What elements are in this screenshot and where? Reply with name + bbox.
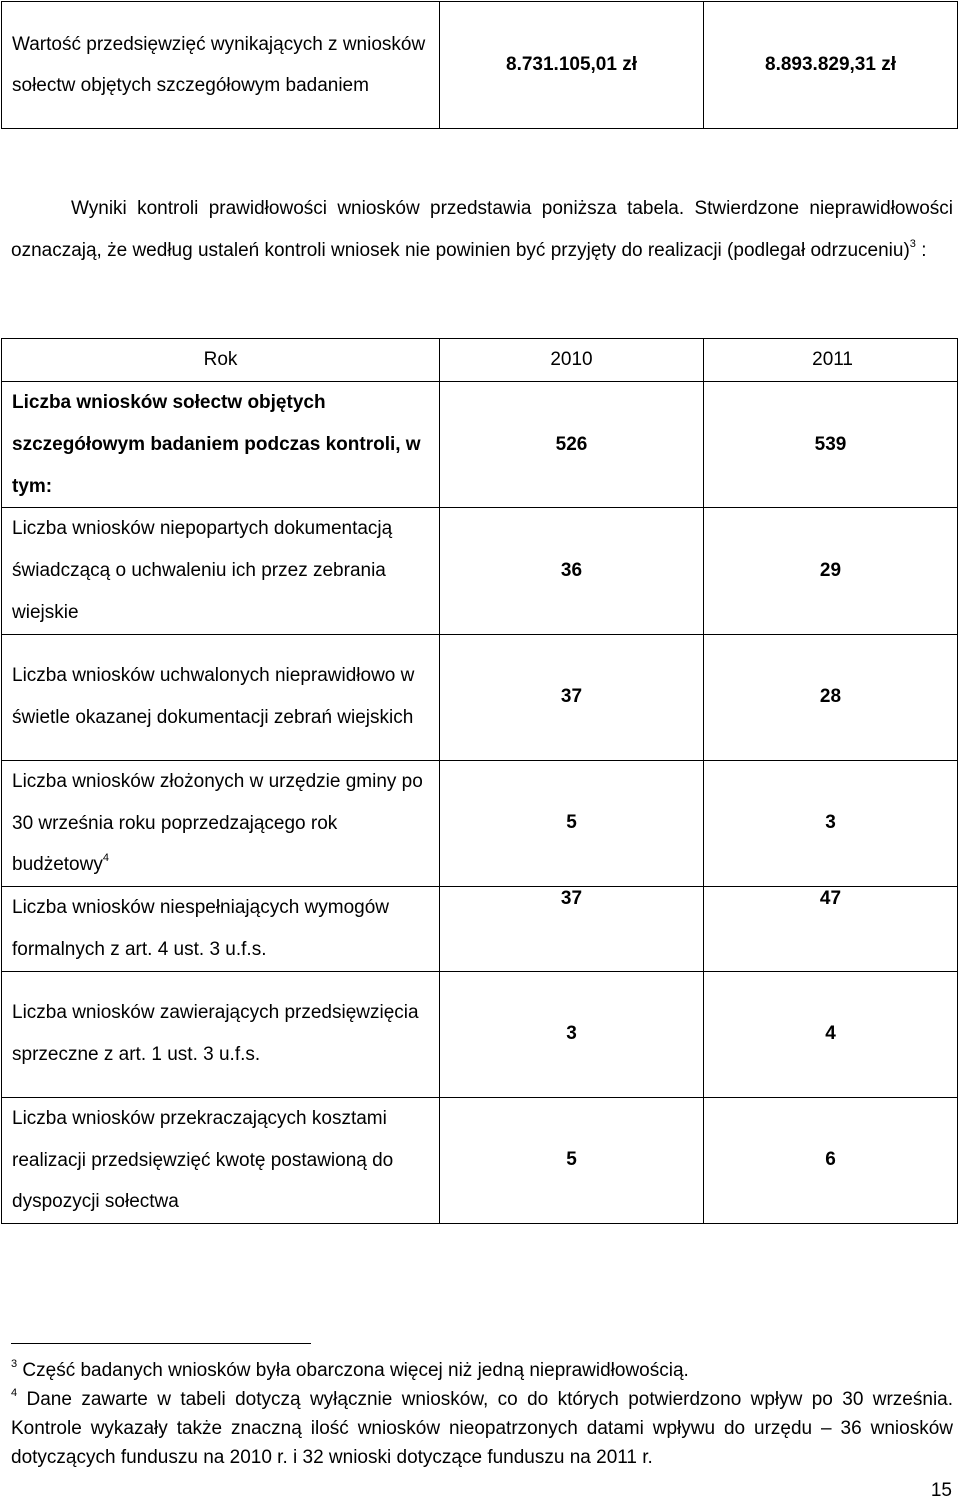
header-rok: Rok: [2, 339, 440, 382]
footnotes: [11, 1356, 953, 1472]
row-label: Liczba wniosków uchwalonych nieprawidłowo w świetle okazanej dokumentacji zebrań wiejskich: [2, 634, 440, 760]
row-value-2010: 5: [440, 760, 704, 886]
footnote: [11, 1356, 953, 1385]
table-row: [2, 508, 958, 634]
footnote-text: Część badanych wniosków była obarczona więcej niż jedną nieprawidłowością.: [22, 1360, 689, 1381]
footnote-separator: [11, 1343, 311, 1344]
table-row: [2, 634, 958, 760]
header-2011: 2011: [704, 339, 958, 382]
table-header-row: [2, 339, 958, 382]
summary-label: Wartość przedsięwzięć wynikających z wniosków sołectw objętych szczegółowym badaniem: [2, 2, 440, 129]
row-value-2011: 4: [704, 971, 958, 1097]
footnote: [11, 1385, 953, 1472]
table-row: [2, 971, 958, 1097]
row-value-2011: 28: [704, 634, 958, 760]
row-label: Liczba wniosków przekraczających kosztami realizacji przedsięwzięć kwotę postawioną do dyspozycji sołectwa: [2, 1097, 440, 1223]
row-value-2011: 6: [704, 1097, 958, 1223]
row-value-2011: 47: [704, 887, 958, 972]
summary-table: [1, 1, 958, 129]
row-value-2011: 3: [704, 760, 958, 886]
footnote-number: 4: [11, 1387, 18, 1399]
table-row: [2, 2, 958, 129]
row-label: Liczba wniosków zawierających przedsięwzięcia sprzeczne z art. 1 ust. 3 u.f.s.: [2, 971, 440, 1097]
summary-value-2011: 8.893.829,31 zł: [704, 2, 958, 129]
page-number: 15: [930, 1480, 952, 1501]
summary-value-2010: 8.731.105,01 zł: [440, 2, 704, 129]
row-value-2010: 526: [440, 382, 704, 508]
row-label-text: Liczba wniosków złożonych w urzędzie gminy po 30 września roku poprzedzającego rok budżetowy: [12, 770, 423, 876]
footnote-ref: 3: [909, 237, 916, 250]
intro-text: Wyniki kontroli prawidłowości wniosków przedstawia poniższa tabela. Stwierdzone nieprawidłowości oznaczają, że według ustaleń kontroli wniosek nie powinien być przyjęty do realizacji (podlegał odrzuceniu)$^3$ :: [11, 198, 953, 261]
row-label: [2, 760, 440, 886]
row-label: Liczba wniosków niepopartych dokumentacją świadczącą o uchwaleniu ich przez zebrania wiejskie: [2, 508, 440, 634]
intro-paragraph: [11, 188, 953, 271]
footnote-ref: 4: [102, 852, 109, 865]
table-row: [2, 760, 958, 886]
row-label: Liczba wniosków niespełniających wymogów formalnych z art. 4 ust. 3 u.f.s.: [2, 887, 440, 972]
table-row: [2, 1097, 958, 1223]
row-value-2010: 5: [440, 1097, 704, 1223]
intro-tail: :: [921, 239, 927, 261]
row-label: Liczba wniosków sołectw objętych szczegółowym badaniem podczas kontroli, w tym:: [2, 382, 440, 508]
footnote-number: 3: [11, 1358, 18, 1370]
row-value-2011: 539: [704, 382, 958, 508]
header-2010: 2010: [440, 339, 704, 382]
table-row: [2, 382, 958, 508]
results-table: [1, 338, 958, 1224]
row-value-2010: 36: [440, 508, 704, 634]
footnote-text: Dane zawarte w tabeli dotyczą wyłącznie wniosków, co do których potwierdzono wpływ po 30 września. Kontrole wykazały także znaczną ilość wniosków nieopatrzonych datami wpływu do urzędu – 36 wniosków dotyczących funduszu na 2010 r. i 32 wnioski dotyczące funduszu na 2011 r.: [11, 1389, 954, 1468]
row-value-2010: 3: [440, 971, 704, 1097]
table-row: [2, 887, 958, 972]
row-value-2011: 29: [704, 508, 958, 634]
row-value-2010: 37: [440, 634, 704, 760]
row-value-2010: 37: [440, 887, 704, 972]
